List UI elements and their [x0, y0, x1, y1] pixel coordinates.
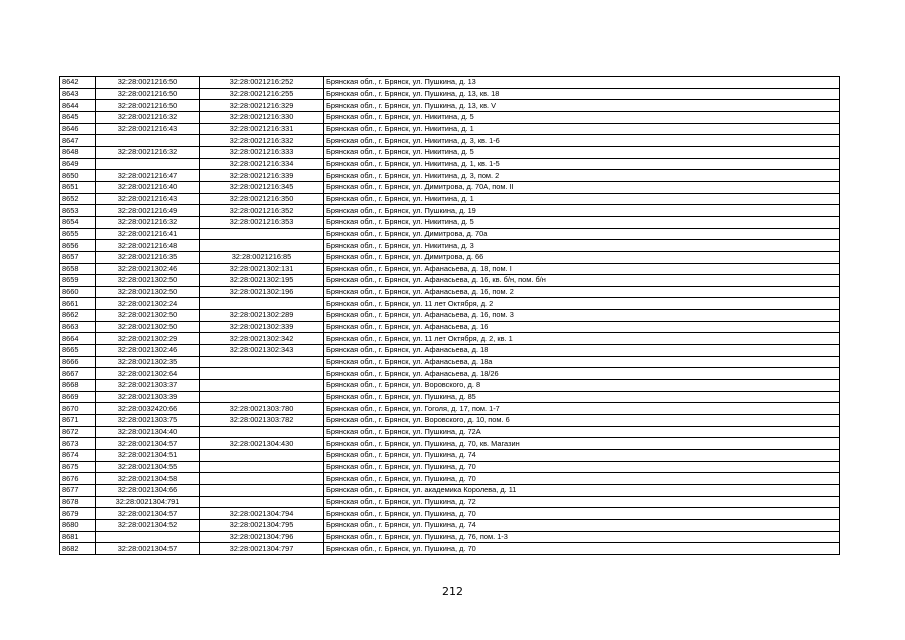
table-row: [60, 391, 840, 403]
address-cell: Брянская обл., г. Брянск, ул. Пушкина, д. 70, кв. Магазин: [324, 438, 840, 450]
object-cadastral-number-cell: 32:28:0021216:350: [200, 193, 324, 205]
land-cadastral-number-cell: 32:28:0021216:43: [96, 193, 200, 205]
address-cell: Брянская обл., г. Брянск, ул. Афанасьева, д. 16, кв. б/н, пом. б/н: [324, 275, 840, 287]
address-cell: Брянская обл., г. Брянск, ул. Пушкина, д. 19: [324, 205, 840, 217]
address-cell: Брянская обл., г. Брянск, ул. Афанасьева, д. 18, пом. I: [324, 263, 840, 275]
table-row: [60, 263, 840, 275]
table-row: [60, 158, 840, 170]
table-row: [60, 415, 840, 427]
address-cell: Брянская обл., г. Брянск, ул. Воровского, д. 10, пом. 6: [324, 415, 840, 427]
object-cadastral-number-cell: [200, 426, 324, 438]
table-row: [60, 380, 840, 392]
object-cadastral-number-cell: [200, 484, 324, 496]
land-cadastral-number-cell: 32:28:0021302:29: [96, 333, 200, 345]
row-number-cell: 8663: [60, 321, 96, 333]
land-cadastral-number-cell: 32:28:0021302:24: [96, 298, 200, 310]
address-cell: Брянская обл., г. Брянск, ул. Никитина, д. 5: [324, 146, 840, 158]
row-number-cell: 8660: [60, 286, 96, 298]
table-row: [60, 473, 840, 485]
row-number-cell: 8652: [60, 193, 96, 205]
land-cadastral-number-cell: 32:28:0021304:791: [96, 496, 200, 508]
address-cell: Брянская обл., г. Брянск, ул. Пушкина, д. 74: [324, 450, 840, 462]
land-cadastral-number-cell: 32:28:0021303:39: [96, 391, 200, 403]
row-number-cell: 8659: [60, 275, 96, 287]
object-cadastral-number-cell: 32:28:0021304:794: [200, 508, 324, 520]
row-number-cell: 8653: [60, 205, 96, 217]
row-number-cell: 8646: [60, 123, 96, 135]
address-cell: Брянская обл., г. Брянск, ул. Афанасьева, д. 16, пом. 2: [324, 286, 840, 298]
row-number-cell: 8667: [60, 368, 96, 380]
land-cadastral-number-cell: 32:28:0021216:41: [96, 228, 200, 240]
object-cadastral-number-cell: [200, 496, 324, 508]
object-cadastral-number-cell: 32:28:0021303:780: [200, 403, 324, 415]
object-cadastral-number-cell: 32:28:0021216:329: [200, 100, 324, 112]
land-cadastral-number-cell: 32:28:0021304:57: [96, 508, 200, 520]
address-cell: Брянская обл., г. Брянск, ул. Афанасьева, д. 18/26: [324, 368, 840, 380]
table-row: [60, 146, 840, 158]
land-cadastral-number-cell: 32:28:0032420:66: [96, 403, 200, 415]
address-cell: Брянская обл., г. Брянск, ул. Пушкина, д. 70: [324, 543, 840, 555]
row-number-cell: 8675: [60, 461, 96, 473]
row-number-cell: 8666: [60, 356, 96, 368]
table-row: [60, 240, 840, 252]
row-number-cell: 8649: [60, 158, 96, 170]
object-cadastral-number-cell: 32:28:0021216:353: [200, 216, 324, 228]
land-cadastral-number-cell: 32:28:0021216:43: [96, 123, 200, 135]
table-row: [60, 426, 840, 438]
row-number-cell: 8658: [60, 263, 96, 275]
row-number-cell: 8654: [60, 216, 96, 228]
row-number-cell: 8674: [60, 450, 96, 462]
land-cadastral-number-cell: 32:28:0021304:40: [96, 426, 200, 438]
object-cadastral-number-cell: 32:28:0021302:339: [200, 321, 324, 333]
address-cell: Брянская обл., г. Брянск, ул. Пушкина, д. 72А: [324, 426, 840, 438]
object-cadastral-number-cell: 32:28:0021302:342: [200, 333, 324, 345]
row-number-cell: 8661: [60, 298, 96, 310]
land-cadastral-number-cell: 32:28:0021302:50: [96, 275, 200, 287]
object-cadastral-number-cell: [200, 240, 324, 252]
row-number-cell: 8681: [60, 531, 96, 543]
row-number-cell: 8642: [60, 77, 96, 89]
table-row: [60, 450, 840, 462]
object-cadastral-number-cell: [200, 450, 324, 462]
address-cell: Брянская обл., г. Брянск, ул. Никитина, д. 1: [324, 123, 840, 135]
land-cadastral-number-cell: 32:28:0021216:48: [96, 240, 200, 252]
land-cadastral-number-cell: 32:28:0021304:57: [96, 543, 200, 555]
table-row: [60, 368, 840, 380]
table-row: [60, 461, 840, 473]
table-row: [60, 310, 840, 322]
row-number-cell: 8668: [60, 380, 96, 392]
table-row: [60, 298, 840, 310]
table-row: [60, 88, 840, 100]
address-cell: Брянская обл., г. Брянск, ул. Димитрова, д. 70А, пом. II: [324, 181, 840, 193]
row-number-cell: 8647: [60, 135, 96, 147]
land-cadastral-number-cell: 32:28:0021304:66: [96, 484, 200, 496]
row-number-cell: 8648: [60, 146, 96, 158]
address-cell: Брянская обл., г. Брянск, ул. Афанасьева, д. 18: [324, 345, 840, 357]
row-number-cell: 8665: [60, 345, 96, 357]
address-cell: Брянская обл., г. Брянск, ул. Пушкина, д. 70: [324, 473, 840, 485]
table-row: [60, 438, 840, 450]
object-cadastral-number-cell: 32:28:0021216:331: [200, 123, 324, 135]
object-cadastral-number-cell: 32:28:0021216:330: [200, 111, 324, 123]
table-row: [60, 77, 840, 89]
address-cell: Брянская обл., г. Брянск, ул. Пушкина, д. 13: [324, 77, 840, 89]
object-cadastral-number-cell: 32:28:0021216:345: [200, 181, 324, 193]
object-cadastral-number-cell: [200, 368, 324, 380]
table-row: [60, 100, 840, 112]
object-cadastral-number-cell: [200, 461, 324, 473]
table-row: [60, 543, 840, 555]
land-cadastral-number-cell: 32:28:0021304:55: [96, 461, 200, 473]
land-cadastral-number-cell: 32:28:0021304:52: [96, 519, 200, 531]
object-cadastral-number-cell: 32:28:0021302:131: [200, 263, 324, 275]
register-table-body: [60, 77, 840, 555]
address-cell: Брянская обл., г. Брянск, ул. Пушкина, д. 13, кв. V: [324, 100, 840, 112]
address-cell: Брянская обл., г. Брянск, ул. Никитина, д. 3, пом. 2: [324, 170, 840, 182]
table-row: [60, 275, 840, 287]
table-row: [60, 321, 840, 333]
land-cadastral-number-cell: 32:28:0021216:50: [96, 100, 200, 112]
row-number-cell: 8643: [60, 88, 96, 100]
land-cadastral-number-cell: [96, 135, 200, 147]
row-number-cell: 8664: [60, 333, 96, 345]
table-row: [60, 181, 840, 193]
address-cell: Брянская обл., г. Брянск, ул. Афанасьева, д. 18а: [324, 356, 840, 368]
land-cadastral-number-cell: 32:28:0021216:49: [96, 205, 200, 217]
table-row: [60, 356, 840, 368]
land-cadastral-number-cell: 32:28:0021216:32: [96, 146, 200, 158]
object-cadastral-number-cell: 32:28:0021302:289: [200, 310, 324, 322]
object-cadastral-number-cell: 32:28:0021302:343: [200, 345, 324, 357]
object-cadastral-number-cell: 32:28:0021216:332: [200, 135, 324, 147]
row-number-cell: 8682: [60, 543, 96, 555]
row-number-cell: 8679: [60, 508, 96, 520]
address-cell: Брянская обл., г. Брянск, ул. Гоголя, д. 17, пом. 1-7: [324, 403, 840, 415]
table-row: [60, 123, 840, 135]
table-row: [60, 193, 840, 205]
address-cell: Брянская обл., г. Брянск, ул. Никитина, д. 5: [324, 216, 840, 228]
land-cadastral-number-cell: 32:28:0021302:46: [96, 263, 200, 275]
row-number-cell: 8677: [60, 484, 96, 496]
object-cadastral-number-cell: [200, 391, 324, 403]
address-cell: Брянская обл., г. Брянск, ул. Никитина, д. 3: [324, 240, 840, 252]
object-cadastral-number-cell: 32:28:0021304:795: [200, 519, 324, 531]
land-cadastral-number-cell: 32:28:0021216:32: [96, 111, 200, 123]
object-cadastral-number-cell: 32:28:0021216:333: [200, 146, 324, 158]
table-row: [60, 111, 840, 123]
object-cadastral-number-cell: [200, 380, 324, 392]
page-number: 212: [442, 585, 463, 598]
object-cadastral-number-cell: 32:28:0021302:196: [200, 286, 324, 298]
address-cell: Брянская обл., г. Брянск, ул. Димитрова, д. 66: [324, 251, 840, 263]
table-row: [60, 496, 840, 508]
row-number-cell: 8656: [60, 240, 96, 252]
table-row: [60, 508, 840, 520]
land-cadastral-number-cell: 32:28:0021304:57: [96, 438, 200, 450]
table-row: [60, 519, 840, 531]
object-cadastral-number-cell: 32:28:0021302:195: [200, 275, 324, 287]
address-cell: Брянская обл., г. Брянск, ул. Афанасьева, д. 16: [324, 321, 840, 333]
object-cadastral-number-cell: 32:28:0021216:339: [200, 170, 324, 182]
address-cell: Брянская обл., г. Брянск, ул. академика Королева, д. 11: [324, 484, 840, 496]
address-cell: Брянская обл., г. Брянск, ул. Афанасьева, д. 16, пом. 3: [324, 310, 840, 322]
row-number-cell: 8672: [60, 426, 96, 438]
land-cadastral-number-cell: 32:28:0021302:46: [96, 345, 200, 357]
land-cadastral-number-cell: 32:28:0021216:40: [96, 181, 200, 193]
land-cadastral-number-cell: 32:28:0021304:58: [96, 473, 200, 485]
table-row: [60, 251, 840, 263]
row-number-cell: 8657: [60, 251, 96, 263]
land-cadastral-number-cell: 32:28:0021302:50: [96, 286, 200, 298]
address-cell: Брянская обл., г. Брянск, ул. Пушкина, д. 72: [324, 496, 840, 508]
object-cadastral-number-cell: 32:28:0021303:782: [200, 415, 324, 427]
table-row: [60, 531, 840, 543]
land-cadastral-number-cell: 32:28:0021216:50: [96, 88, 200, 100]
address-cell: Брянская обл., г. Брянск, ул. Пушкина, д. 70: [324, 508, 840, 520]
object-cadastral-number-cell: 32:28:0021304:797: [200, 543, 324, 555]
object-cadastral-number-cell: 32:28:0021216:352: [200, 205, 324, 217]
object-cadastral-number-cell: 32:28:0021216:334: [200, 158, 324, 170]
land-cadastral-number-cell: 32:28:0021216:47: [96, 170, 200, 182]
row-number-cell: 8650: [60, 170, 96, 182]
row-number-cell: 8678: [60, 496, 96, 508]
row-number-cell: 8669: [60, 391, 96, 403]
address-cell: Брянская обл., г. Брянск, ул. Никитина, д. 5: [324, 111, 840, 123]
address-cell: Брянская обл., г. Брянск, ул. Никитина, д. 1: [324, 193, 840, 205]
land-cadastral-number-cell: 32:28:0021302:35: [96, 356, 200, 368]
table-row: [60, 286, 840, 298]
object-cadastral-number-cell: [200, 473, 324, 485]
register-table: [59, 76, 840, 555]
address-cell: Брянская обл., г. Брянск, ул. Пушкина, д. 13, кв. 18: [324, 88, 840, 100]
row-number-cell: 8673: [60, 438, 96, 450]
address-cell: Брянская обл., г. Брянск, ул. Никитина, д. 1, кв. 1-5: [324, 158, 840, 170]
address-cell: Брянская обл., г. Брянск, ул. Пушкина, д. 85: [324, 391, 840, 403]
land-cadastral-number-cell: 32:28:0021304:51: [96, 450, 200, 462]
row-number-cell: 8651: [60, 181, 96, 193]
object-cadastral-number-cell: 32:28:0021216:255: [200, 88, 324, 100]
land-cadastral-number-cell: 32:28:0021216:35: [96, 251, 200, 263]
land-cadastral-number-cell: 32:28:0021302:64: [96, 368, 200, 380]
table-row: [60, 205, 840, 217]
address-cell: Брянская обл., г. Брянск, ул. 11 лет Октября, д. 2, кв. 1: [324, 333, 840, 345]
row-number-cell: 8644: [60, 100, 96, 112]
object-cadastral-number-cell: [200, 298, 324, 310]
table-row: [60, 216, 840, 228]
table-row: [60, 333, 840, 345]
land-cadastral-number-cell: [96, 158, 200, 170]
table-row: [60, 403, 840, 415]
object-cadastral-number-cell: 32:28:0021304:430: [200, 438, 324, 450]
row-number-cell: 8655: [60, 228, 96, 240]
address-cell: Брянская обл., г. Брянск, ул. Воровского, д. 8: [324, 380, 840, 392]
row-number-cell: 8645: [60, 111, 96, 123]
object-cadastral-number-cell: 32:28:0021216:252: [200, 77, 324, 89]
object-cadastral-number-cell: [200, 228, 324, 240]
land-cadastral-number-cell: [96, 531, 200, 543]
land-cadastral-number-cell: 32:28:0021303:75: [96, 415, 200, 427]
row-number-cell: 8670: [60, 403, 96, 415]
object-cadastral-number-cell: 32:28:0021304:796: [200, 531, 324, 543]
address-cell: Брянская обл., г. Брянск, ул. 11 лет Октября, д. 2: [324, 298, 840, 310]
land-cadastral-number-cell: 32:28:0021303:37: [96, 380, 200, 392]
address-cell: Брянская обл., г. Брянск, ул. Никитина, д. 3, кв. 1-6: [324, 135, 840, 147]
row-number-cell: 8680: [60, 519, 96, 531]
land-cadastral-number-cell: 32:28:0021302:50: [96, 321, 200, 333]
address-cell: Брянская обл., г. Брянск, ул. Пушкина, д. 70: [324, 461, 840, 473]
table-row: [60, 135, 840, 147]
table-row: [60, 345, 840, 357]
address-cell: Брянская обл., г. Брянск, ул. Пушкина, д. 76, пом. 1-3: [324, 531, 840, 543]
row-number-cell: 8676: [60, 473, 96, 485]
table-row: [60, 484, 840, 496]
table-row: [60, 228, 840, 240]
table-row: [60, 170, 840, 182]
object-cadastral-number-cell: [200, 356, 324, 368]
row-number-cell: 8671: [60, 415, 96, 427]
object-cadastral-number-cell: 32:28:0021216:85: [200, 251, 324, 263]
land-cadastral-number-cell: 32:28:0021216:50: [96, 77, 200, 89]
row-number-cell: 8662: [60, 310, 96, 322]
address-cell: Брянская обл., г. Брянск, ул. Пушкина, д. 74: [324, 519, 840, 531]
land-cadastral-number-cell: 32:28:0021216:32: [96, 216, 200, 228]
land-cadastral-number-cell: 32:28:0021302:50: [96, 310, 200, 322]
address-cell: Брянская обл., г. Брянск, ул. Димитрова, д. 70а: [324, 228, 840, 240]
